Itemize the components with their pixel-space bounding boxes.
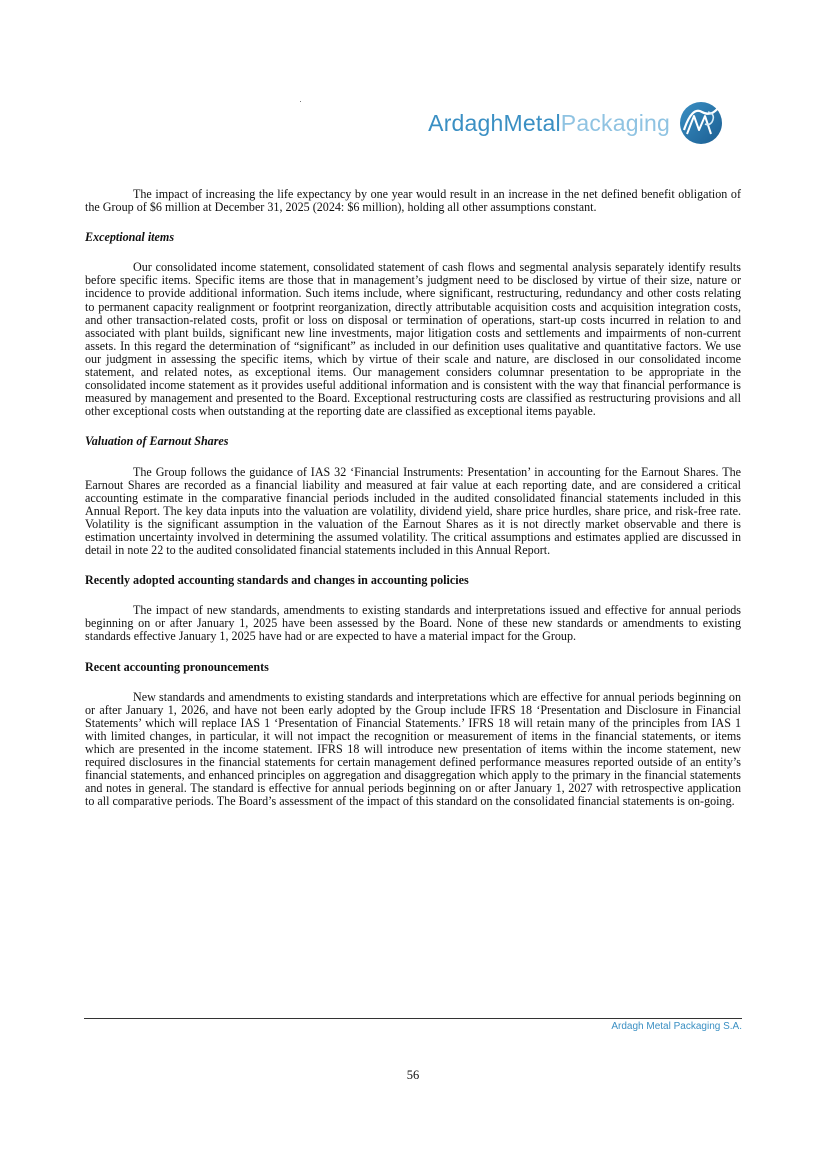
document-body bbox=[85, 188, 741, 808]
company-logo bbox=[428, 100, 724, 146]
heading-earnout-shares: Valuation of Earnout Shares bbox=[85, 434, 229, 449]
logo-word-packaging: Packaging bbox=[560, 109, 670, 136]
intro-paragraph: The impact of increasing the life expectancy by one year would result in an increase in the net defined benefit obligation of the Group of $6 million at December 31, 2025 (2024: $6 million), holding all other assumptions constant. bbox=[85, 187, 741, 215]
heading-exceptional-items: Exceptional items bbox=[85, 230, 175, 245]
amp-logo-icon bbox=[678, 100, 724, 146]
logo-wordmark bbox=[428, 110, 670, 137]
paragraph-recent-pronouncements: New standards and amendments to existing standards and interpretations which are effective for annual periods beginning on or after January 1, 2026, and have not been early adopted by the Group include IFRS 18 ‘Presentation and Disclosure in Financial Statements’ which will replace IAS 1 ‘Presentation of Financial Statements.’ IFRS 18 will retain many of the principles from IAS 1 with limited changes, in particular, it will not impact the recognition or measurement of items in the financial statements, or items which are presented in the income statement. IFRS 18 will introduce new presentation of items within the income statement, new required disclosures in the financial statements for certain management defined performance measures reported outside of an entity’s financial statements, and enhanced principles on aggregation and disaggregation which apply to the primary in the financial statements and notes in general. The standard is effective for annual periods beginning on or after January 1, 2027 with retrospective application to all comparative periods. The Board’s assessment of the impact of this standard on the consolidated financial statements is on-going. bbox=[85, 689, 741, 809]
heading-recent-pronouncements: Recent accounting pronouncements bbox=[85, 659, 269, 674]
logo-word-metal: Metal bbox=[503, 109, 561, 136]
footer-company-name: Ardagh Metal Packaging S.A. bbox=[611, 1021, 742, 1032]
scan-dot bbox=[300, 101, 301, 102]
footer-divider bbox=[84, 1018, 742, 1019]
paragraph-recently-adopted-standards: The impact of new standards, amendments to existing standards and interpretations issued and effective for annual periods beginning on or after January 1, 2025 have been assessed by the Board. None of these new standards or amendments to existing standards effective January 1, 2025 have had or are expected to have a material impact for the Group. bbox=[85, 603, 741, 644]
heading-recently-adopted-standards: Recently adopted accounting standards and changes in accounting policies bbox=[85, 573, 469, 588]
paragraph-earnout-shares: The Group follows the guidance of IAS 32 ‘Financial Instruments: Presentation’ in accounting for the Earnout Shares. The Earnout Shares are recorded as a financial liability and measured at fair value at each reporting date, and are considered a critical accounting estimate in the comparative financial periods included in the audited consolidated financial statements included in this Annual Report. The key data inputs into the valuation are volatility, dividend yield, share price hurdles, share price, and risk-free rate. Volatility is the significant assumption in the valuation of the Earnout Shares as it is not directly market observable and there is estimation uncertainty involved in determining the assumed volatility. The critical assumptions and estimates applied are discussed in detail in note 22 to the audited consolidated financial statements included in this Annual Report. bbox=[85, 464, 741, 558]
logo-word-ardagh: Ardagh bbox=[428, 109, 504, 136]
page-number: 56 bbox=[406, 1068, 420, 1082]
paragraph-exceptional-items: Our consolidated income statement, consolidated statement of cash flows and segmental analysis separately identify results before specific items. Specific items are those that in management’s judgment need to be disclosed by virtue of their size, nature or incidence to provide additional information. Such items include, where significant, restructuring, redundancy and other costs relating to permanent capacity realignment or footprint reorganization, directly attributable acquisition costs and acquisition integration costs, and other transaction-related costs, profit or loss on disposal or termination of operations, start-up costs incurred in relation to and associated with plant builds, significant new line investments, major litigation costs and settlements and impairments of non-current assets. In this regard the determination of “significant” as included in our definition uses qualitative and quantitative factors. We use our judgment in assessing the specific items, which by virtue of their scale and nature, are disclosed in our consolidated income statement, and related notes, as exceptional items. Our management considers columnar presentation to be appropriate in the consolidated income statement as it provides useful additional information and is consistent with the way that financial performance is measured by management and presented to the Board. Exceptional restructuring costs are classified as restructuring provisions and all other exceptional costs when outstanding at the reporting date are classified as exceptional items payable. bbox=[85, 260, 741, 419]
